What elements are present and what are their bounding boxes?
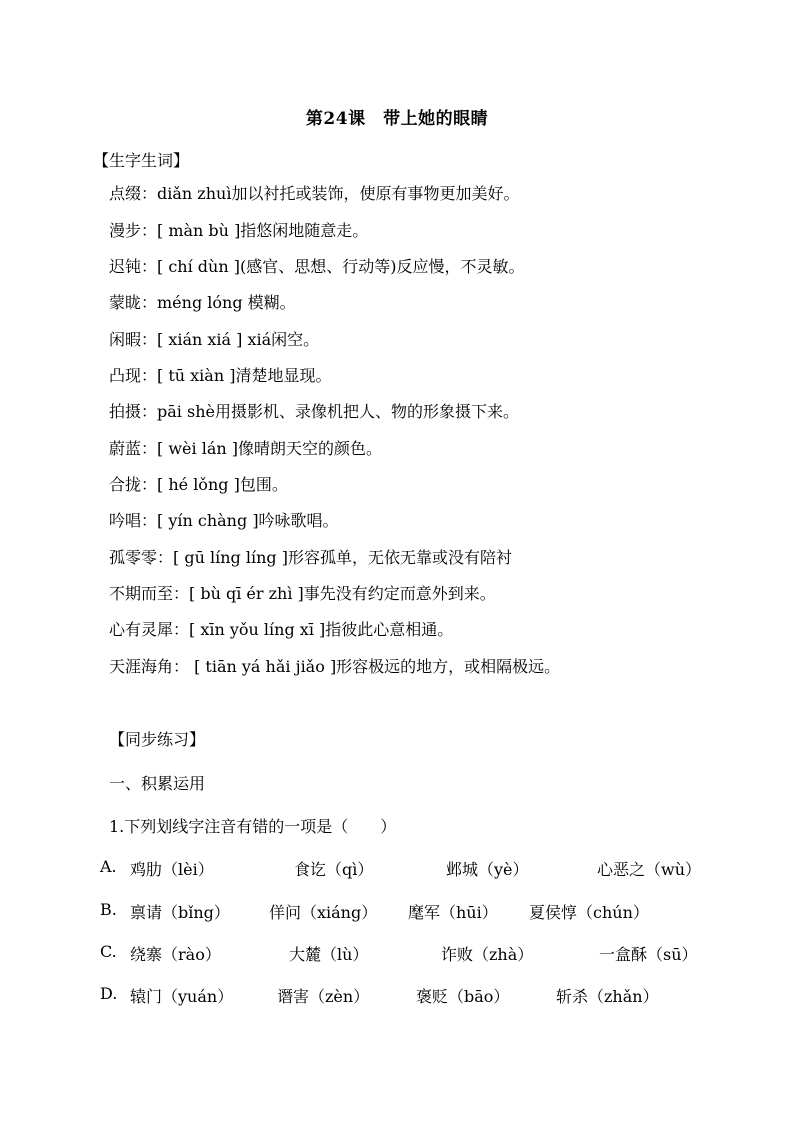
vocab-entry: 天涯海角： [ tiān yá hǎi jiǎo ]形容极远的地方，或相隔极远。	[109, 657, 561, 676]
vocab-entry: 心有灵犀：[ xīn yǒu líng xī ]指彼此心意相通。	[109, 620, 454, 639]
option-c	[100, 942, 740, 964]
option-item: 斩杀（zhǎn）	[556, 987, 659, 1006]
option-item: 邺城（yè）	[446, 860, 529, 879]
vocab-entry: 闲暇：[ xián xiá ] xiá闲空。	[109, 330, 320, 349]
option-item: 麾军（hūi）	[408, 903, 498, 922]
option-label: A.	[100, 857, 117, 876]
option-item: 佯问（xiáng）	[269, 903, 378, 922]
option-item: 诈败（zhà）	[441, 945, 534, 964]
option-label: B.	[100, 900, 117, 919]
vocab-entry: 迟钝：[ chí dùn ](感官、思想、行动等)反应慢，不灵敏。	[109, 257, 525, 276]
option-label: C.	[100, 942, 117, 961]
vocab-entry: 不期而至：[ bù qī ér zhì ]事先没有约定而意外到来。	[109, 584, 496, 603]
option-item: 辕门（yuán）	[130, 987, 234, 1006]
option-d	[100, 984, 740, 1006]
lesson-title: 第24课 带上她的眼睛	[305, 109, 489, 129]
option-a	[100, 857, 740, 879]
part-one-heading: 一、积累运用	[109, 774, 206, 793]
question-1: 1.下列划线字注音有错的一项是（ ）	[109, 817, 397, 836]
vocab-entry: 漫步：[ màn bù ]指悠闲地随意走。	[109, 221, 369, 240]
vocab-section-header: 【生字生词】	[93, 151, 190, 170]
option-item: 谮害（zèn）	[277, 987, 370, 1006]
vocab-entry: 孤零零：[ gū líng líng ]形容孤单，无依无靠或没有陪衬	[109, 548, 512, 567]
vocab-entry: 凸现：[ tū xiàn ]清楚地显现。	[109, 366, 332, 385]
practice-section-header: 【同步练习】	[109, 730, 206, 749]
option-b	[100, 900, 740, 922]
option-item: 鸡肋（lèi）	[130, 860, 214, 879]
vocab-entry: 吟唱：[ yín chàng ]吟咏歌唱。	[109, 511, 339, 530]
option-item: 食讫（qì）	[294, 860, 374, 879]
option-item: 褒贬（bāo）	[416, 987, 510, 1006]
option-label: D.	[100, 984, 118, 1003]
option-item: 禀请（bǐng）	[130, 903, 230, 922]
option-item: 一盒酥（sū）	[599, 945, 698, 964]
vocab-entry: 点缀：diǎn zhuì加以衬托或装饰，使原有事物更加美好。	[109, 184, 520, 203]
option-item: 绕寨（rào）	[130, 945, 221, 964]
option-item: 心恶之（wù）	[597, 860, 702, 879]
vocab-entry: 合拢：[ hé lǒng ]包围。	[109, 475, 288, 494]
option-item: 夏侯惇（chún）	[529, 903, 649, 922]
vocab-entry: 蒙眬：méng lóng 模糊。	[109, 293, 296, 312]
option-item: 大麓（lù）	[289, 945, 369, 964]
vocab-entry: 拍摄：pāi shè用摄影机、录像机把人、物的形象摄下来。	[109, 402, 519, 421]
vocab-entry: 蔚蓝：[ wèi lán ]像晴朗天空的颜色。	[109, 439, 382, 458]
